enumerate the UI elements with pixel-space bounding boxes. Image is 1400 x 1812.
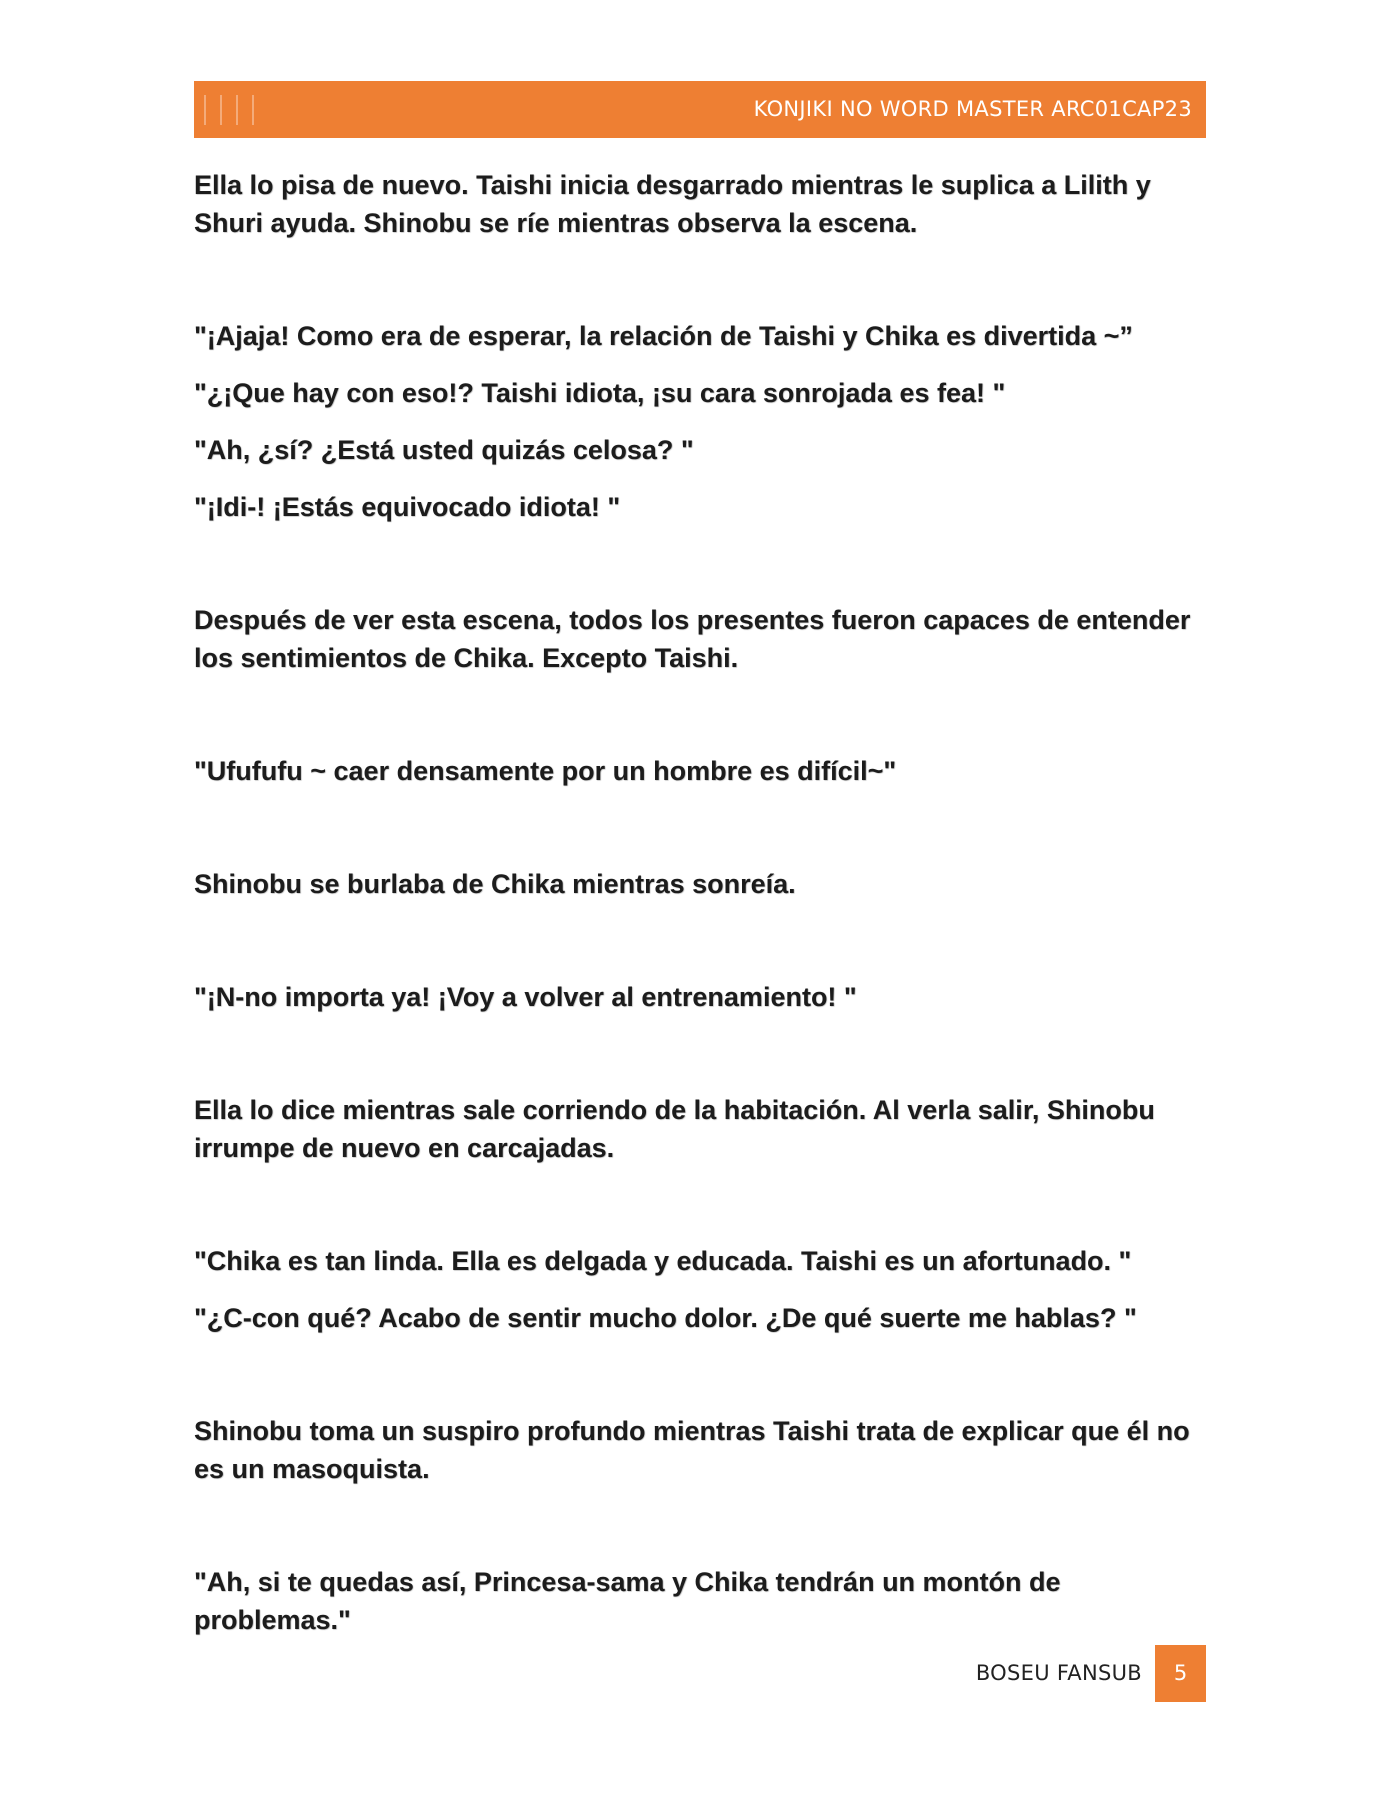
page-number: 5 [1155,1645,1206,1702]
paragraph: Ella lo pisa de nuevo. Taishi inicia desgarrado mientras le suplica a Lilith y Shuri ayuda. Shinobu se ríe mientras observa la escena. [194,170,1151,238]
document-body [194,166,1206,1639]
paragraph: Shinobu se burlaba de Chika mientras sonreía. [194,869,796,899]
header-title: KONJIKI NO WORD MASTER ARC01CAP23 [753,97,1192,121]
paragraph: Después de ver esta escena, todos los presentes fueron capaces de entender los sentimientos de Chika. Excepto Taishi. [194,605,1191,673]
dialogue-line: "¿¡Que hay con eso!? Taishi idiota, ¡su cara sonrojada es fea! " [194,378,1006,408]
dialogue-line: "¡Idi-! ¡Estás equivocado idiota! " [194,492,621,522]
dialogue-line: "¿C-con qué? Acabo de sentir mucho dolor. ¿De qué suerte me hablas? " [194,1303,1137,1333]
header-decoration [204,95,254,125]
paragraph: Ella lo dice mientras sale corriendo de la habitación. Al verla salir, Shinobu irrumpe de nuevo en carcajadas. [194,1095,1155,1163]
footer-label: BOSEU FANSUB [975,1661,1142,1685]
dialogue-line: "¡N-no importa ya! ¡Voy a volver al entrenamiento! " [194,982,857,1012]
dialogue-line: "Ah, ¿sí? ¿Está usted quizás celosa? " [194,435,694,465]
dialogue-line: "Ah, si te quedas así, Princesa-sama y Chika tendrán un montón de problemas." [194,1567,1061,1635]
page-footer [194,1645,1206,1702]
dialogue-line: "Ufufufu ~ caer densamente por un hombre es difícil~" [194,756,897,786]
paragraph: Shinobu toma un suspiro profundo mientras Taishi trata de explicar que él no es un masoquista. [194,1416,1190,1484]
dialogue-line: "¡Ajaja! Como era de esperar, la relación de Taishi y Chika es divertida ~” [194,321,1133,351]
page-header [194,81,1206,138]
dialogue-line: "Chika es tan linda. Ella es delgada y educada. Taishi es un afortunado. " [194,1246,1132,1276]
